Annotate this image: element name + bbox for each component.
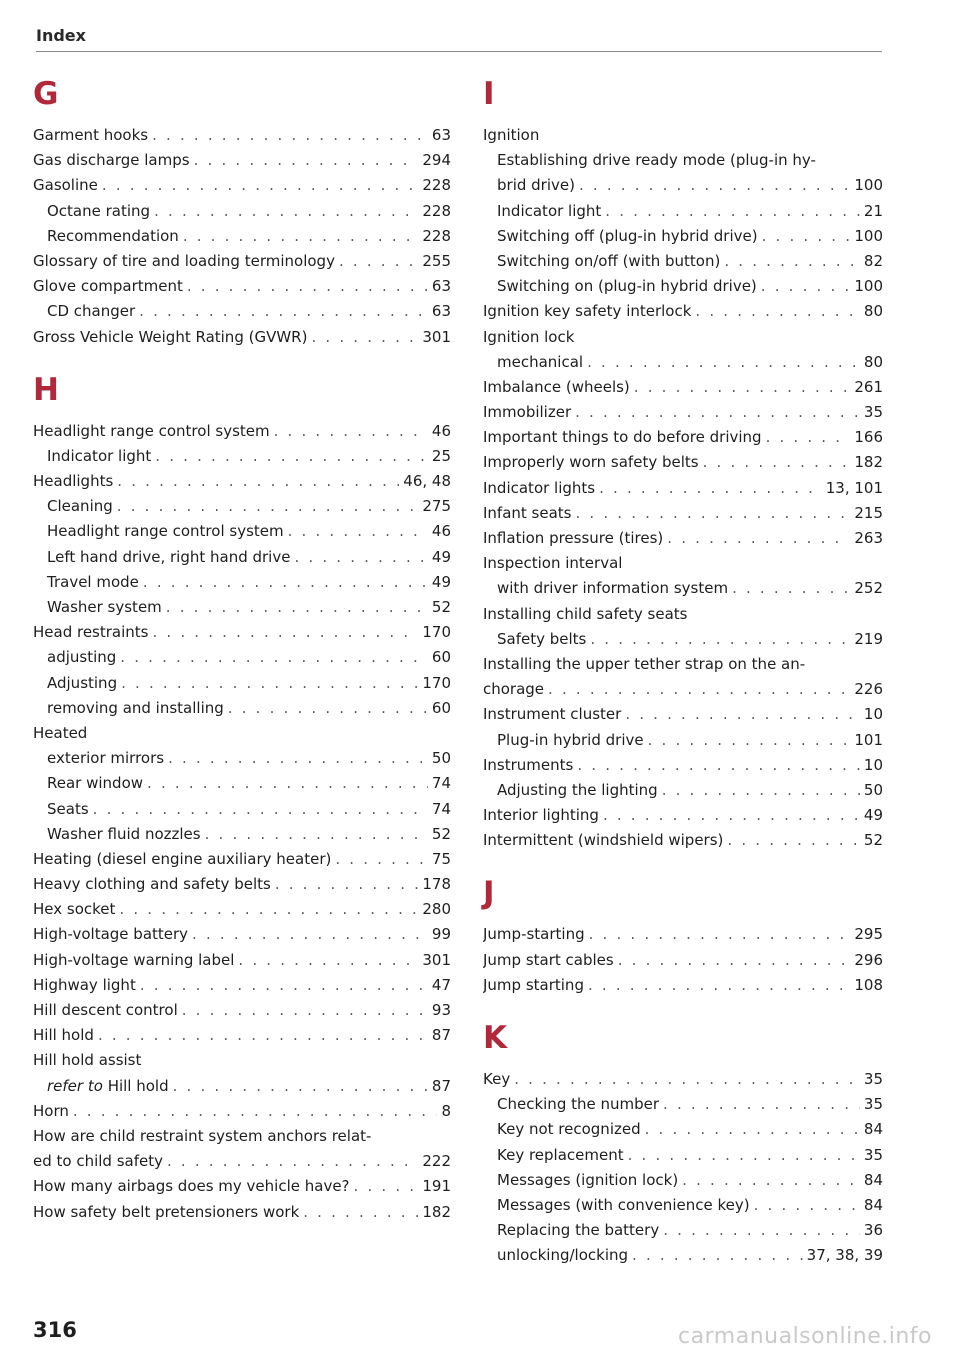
index-subentry: Recommendation . . . 228 (33, 224, 451, 249)
header-divider (36, 51, 882, 52)
index-entry: High-voltage battery . . . 99 (33, 922, 451, 947)
index-subentry: exterior mirrors . . . 50 (33, 746, 451, 771)
page-header-title: Index (36, 26, 86, 45)
index-entry: Important things to do before driving . . . 166 (483, 425, 883, 450)
index-entry: How safety belt pretensioners work . . . 182 (33, 1200, 451, 1225)
index-subentry: refer to Hill hold . . . 87 (33, 1074, 451, 1099)
index-subentry: Messages (ignition lock) . . . 84 (483, 1168, 883, 1193)
index-subentry: Octane rating . . . 228 (33, 199, 451, 224)
index-subentry: with driver information system . . . 252 (483, 576, 883, 601)
index-column-right (483, 72, 883, 1269)
index-subentry: Messages (with convenience key) . . . 84 (483, 1193, 883, 1218)
index-subentry: Switching on (plug-in hybrid drive) . . . 100 (483, 274, 883, 299)
index-entry: Head restraints . . . 170 (33, 620, 451, 645)
index-entry: Interior lighting . . . 49 (483, 803, 883, 828)
index-entry: Imbalance (wheels) . . . 261 (483, 375, 883, 400)
section-letter-h: H (33, 371, 59, 408)
index-entry: Gross Vehicle Weight Rating (GVWR) . . . 301 (33, 325, 451, 350)
index-subentry: CD changer . . . 63 (33, 299, 451, 324)
index-entry: Headlight range control system . . . 46 (33, 419, 451, 444)
index-entry: Infant seats . . . 215 (483, 501, 883, 526)
index-entry-line: Installing the upper tether strap on the an- (483, 654, 806, 673)
index-entry: Jump start cables . . . 296 (483, 948, 883, 973)
watermark: carmanualsonline.info (678, 1324, 932, 1349)
index-subentry: Checking the number . . . 35 (483, 1092, 883, 1117)
index-subentry: Adjusting the lighting . . . 50 (483, 778, 883, 803)
index-subentry: mechanical . . . 80 (483, 350, 883, 375)
index-entry: Heating (diesel engine auxiliary heater) . . . 75 (33, 847, 451, 872)
index-subentry: Key not recognized . . . 84 (483, 1117, 883, 1142)
index-subentry: Indicator light . . . 21 (483, 199, 883, 224)
index-subentry: Headlight range control system . . . 46 (33, 519, 451, 544)
index-heading: Ignition (483, 126, 540, 144)
index-heading: Inspection interval (483, 554, 623, 573)
index-entry: Hex socket . . . 280 (33, 897, 451, 922)
index-subentry: Rear window . . . 74 (33, 771, 451, 796)
index-entry: Intermittent (windshield wipers) . . . 52 (483, 828, 883, 853)
index-entry: Improperly worn safety belts . . . 182 (483, 450, 883, 475)
index-column-left (33, 72, 451, 1225)
index-entry: High-voltage warning label . . . 301 (33, 948, 451, 973)
index-subentry: Seats . . . 74 (33, 797, 451, 822)
index-subentry: Switching on/off (with button) . . . 82 (483, 249, 883, 274)
section-letter-g: G (33, 76, 59, 112)
index-entry: Glossary of tire and loading terminology . . . 255 (33, 249, 451, 274)
index-entry: Gas discharge lamps . . . 294 (33, 148, 451, 173)
index-entry: Headlights . . . 46, 48 (33, 469, 451, 494)
index-heading: Heated (33, 723, 88, 742)
index-entry: Inflation pressure (tires) . . . 263 (483, 526, 883, 551)
index-subentry: Safety belts . . . 219 (483, 627, 883, 652)
index-entry: Jump starting . . . 108 (483, 973, 883, 998)
section-letter-j: J (483, 875, 495, 912)
index-entry: Heavy clothing and safety belts . . . 178 (33, 872, 451, 897)
index-entry: Horn . . . 8 (33, 1099, 451, 1124)
index-subentry: Washer fluid nozzles . . . 52 (33, 822, 451, 847)
index-heading: Installing child safety seats (483, 604, 688, 623)
index-entry: Hill descent control . . . 93 (33, 998, 451, 1023)
index-entry: Key . . . 35 (483, 1067, 883, 1092)
index-subentry: Switching off (plug-in hybrid drive) . . . 100 (483, 224, 883, 249)
index-entry-line: How are child restraint system anchors relat- (33, 1126, 372, 1145)
index-entry: Indicator lights . . . 13, 101 (483, 476, 883, 501)
index-subentry: adjusting . . . 60 (33, 645, 451, 670)
section-letter-i: I (483, 76, 495, 112)
index-subentry: Cleaning . . . 275 (33, 494, 451, 519)
index-entry: Hill hold . . . 87 (33, 1023, 451, 1048)
index-entry: Instruments . . . 10 (483, 753, 883, 778)
index-subentry: Left hand drive, right hand drive . . . 49 (33, 545, 451, 570)
page-number: 316 (33, 1318, 77, 1342)
index-subentry-line: Establishing drive ready mode (plug-in hy- (497, 151, 816, 170)
index-entry: Ignition key safety interlock . . . 80 (483, 299, 883, 324)
index-subentry: unlocking/locking . . . 37, 38, 39 (483, 1243, 883, 1268)
index-entry: How many airbags does my vehicle have? . . . 191 (33, 1174, 451, 1199)
index-subentry: removing and installing . . . 60 (33, 696, 451, 721)
index-entry: Gasoline . . . 228 (33, 173, 451, 198)
index-entry: Glove compartment . . . 63 (33, 274, 451, 299)
index-subentry: Replacing the battery . . . 36 (483, 1218, 883, 1243)
index-entry: chorage . . . 226 (483, 677, 883, 702)
index-subentry: Key replacement . . . 35 (483, 1143, 883, 1168)
index-subentry: Adjusting . . . 170 (33, 671, 451, 696)
index-entry: ed to child safety . . . 222 (33, 1149, 451, 1174)
index-subentry: Washer system . . . 52 (33, 595, 451, 620)
index-entry: Jump-starting . . . 295 (483, 922, 883, 947)
section-letter-k: K (483, 1020, 508, 1056)
index-heading: Ignition lock (483, 327, 575, 346)
index-subentry: brid drive) . . . 100 (483, 173, 883, 198)
index-subentry: Travel mode . . . 49 (33, 570, 451, 595)
index-heading: Hill hold assist (33, 1051, 142, 1070)
index-subentry: Plug-in hybrid drive . . . 101 (483, 728, 883, 753)
index-subentry: Indicator light . . . 25 (33, 444, 451, 469)
index-entry: Immobilizer . . . 35 (483, 400, 883, 425)
index-entry: Highway light . . . 47 (33, 973, 451, 998)
refer-to-label: refer to (47, 1076, 103, 1095)
index-entry: Instrument cluster . . . 10 (483, 702, 883, 727)
index-entry: Garment hooks . . . 63 (33, 123, 451, 148)
